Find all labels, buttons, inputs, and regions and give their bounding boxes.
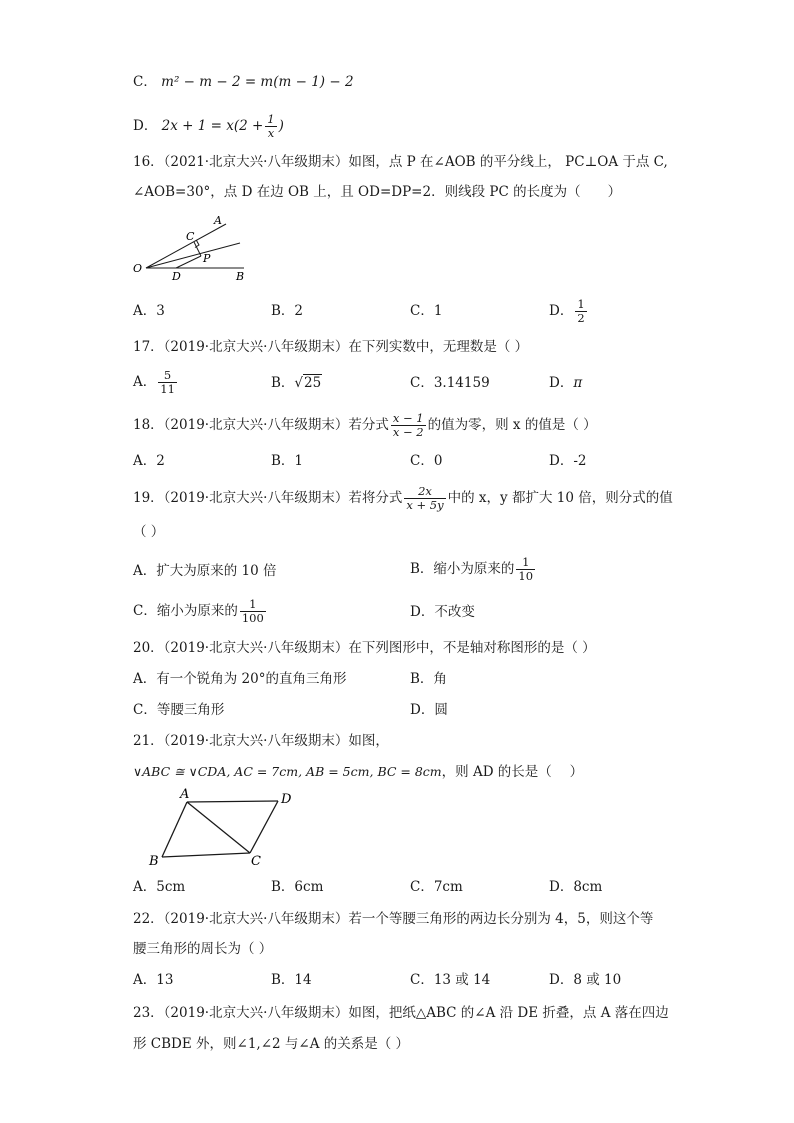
label-a: A [214,214,222,227]
q21-option-b: B．6cm [271,879,324,895]
right-angle-mark [195,241,199,248]
q15-option-d-fraction: $\frac{1}{x}$ [267,112,275,140]
q17-option-d: D．π [549,375,583,391]
q17-option-a: A． $\frac{5}{11}$ [133,368,175,396]
q22-option-a: A．13 [133,972,174,988]
q22-option-b: B．14 [271,972,312,988]
segment-cd [250,801,278,853]
label-d: D [172,270,181,283]
q22-stem-line1: 22．（2019·北京大兴·八年级期末）若一个等腰三角形的两边长分别为 4，5，则这个等 [133,911,654,927]
q19-option-b-fraction: $\frac{1}{10}$ [518,555,534,583]
q19-option-b: B．缩小为原来的 $\frac{1}{10}$ [410,555,534,583]
q21-stem-line2: ∨ABC ≅ ∨CDA, AC = 7cm, AB = 5cm, BC = 8cm，则 AD 的长是（ ） [133,764,584,780]
q20-stem: 20．（2019·北京大兴·八年级期末）在下列图形中，不是轴对称图形的是（ ） [133,640,596,656]
q16-stem-line1: 16．（2021·北京大兴·八年级期末）如图，点 P 在∠AOB 的平分线上， PC⊥OA 于点 C, [133,154,668,170]
q18-option-b: B．1 [271,453,304,469]
q21-option-c: C．7cm [410,879,463,895]
q21-figure [145,785,305,867]
segment-bc [162,853,250,857]
q16-option-a: A．3 [133,303,165,319]
q21-option-d: D．8cm [549,879,603,895]
q23-stem-line2: 形 CBDE 外，则∠1,∠2 与∠A 的关系是（ ） [133,1036,410,1052]
q17-option-a-fraction: $\frac{5}{11}$ [160,368,175,396]
label-b: B [149,854,159,867]
q16-option-b: B．2 [271,303,304,319]
q22-option-c: C．13 或 14 [410,972,491,988]
q15-option-c: C． m² − m − 2 = m(m − 1) − 2 [133,74,354,90]
q16-option-d: D． $\frac{1}{2}$ [549,297,585,325]
q19-option-d: D．不改变 [410,604,475,620]
label-o: O [133,262,143,275]
q18-option-c: C．0 [410,453,443,469]
q18-stem: 18．（2019·北京大兴·八年级期末）若分式 $\frac{x - 1}{x - 2}$ 的值为零，则 x 的值是（ ） [133,411,597,439]
label-b: B [236,270,245,283]
q17-stem: 17．（2019·北京大兴·八年级期末）在下列实数中，无理数是（ ） [133,339,529,355]
q21-option-a: A．5cm [133,879,186,895]
q16-figure [128,210,258,286]
sqrt-symbol: √ [294,375,304,391]
q19-fraction: $\frac{2x}{x + 5y}$ [406,484,444,512]
label-p: P [203,252,211,265]
q16-stem-line2: ∠AOB=30°，点 D 在边 OB 上，且 OD=DP=2．则线段 PC 的长度为（ ） [133,184,622,200]
q21-stem-line1: 21．（2019·北京大兴·八年级期末）如图， [133,733,389,749]
q19-option-a: A．扩大为原来的 10 倍 [133,563,277,579]
q15-option-d: D． 2x + 1 = x(2 + $\frac{1}{x}$ ) [133,112,284,140]
q18-fraction: $\frac{x - 1}{x - 2}$ [392,411,424,439]
segment-ad [187,801,278,802]
q17-option-c: C．3.14159 [410,375,490,391]
label-c: C [186,230,195,243]
q19-option-c: C．缩小为原来的 $\frac{1}{100}$ [133,597,264,625]
label-c: C [251,854,261,867]
q18-option-a: A．2 [133,453,165,469]
q20-option-c: C．等腰三角形 [133,702,225,718]
q22-stem-line2: 腰三角形的周长为（ ） [133,941,273,957]
label-a: A [180,787,190,802]
segment-dp [176,256,201,268]
q20-option-b: B．角 [410,671,447,687]
q22-option-d: D．8 或 10 [549,972,622,988]
label-d: D [281,792,292,807]
q20-option-a: A．有一个锐角为 20°的直角三角形 [133,671,347,687]
q20-option-d: D．圆 [410,702,448,718]
q19-stem-line2: （ ） [133,524,165,540]
q16-option-c: C．1 [410,303,443,319]
segment-ab [162,802,187,857]
q16-option-d-fraction: $\frac{1}{2}$ [577,297,585,325]
q23-stem-line1: 23．（2019·北京大兴·八年级期末）如图，把纸△ABC 的∠A 沿 DE 折叠，点 A 落在四边 [133,1005,669,1021]
q19-stem-line1: 19．（2019·北京大兴·八年级期末）若将分式 $\frac{2x}{x + 5y}$ 中的 x，y 都扩大 10 倍，则分式的值 [133,484,673,512]
q19-option-c-fraction: $\frac{1}{100}$ [241,597,264,625]
q18-option-d: D．-2 [549,453,587,469]
ray-bisector [146,243,240,268]
segment-ac [187,802,250,853]
q17-option-b: B．√25 [271,375,322,391]
